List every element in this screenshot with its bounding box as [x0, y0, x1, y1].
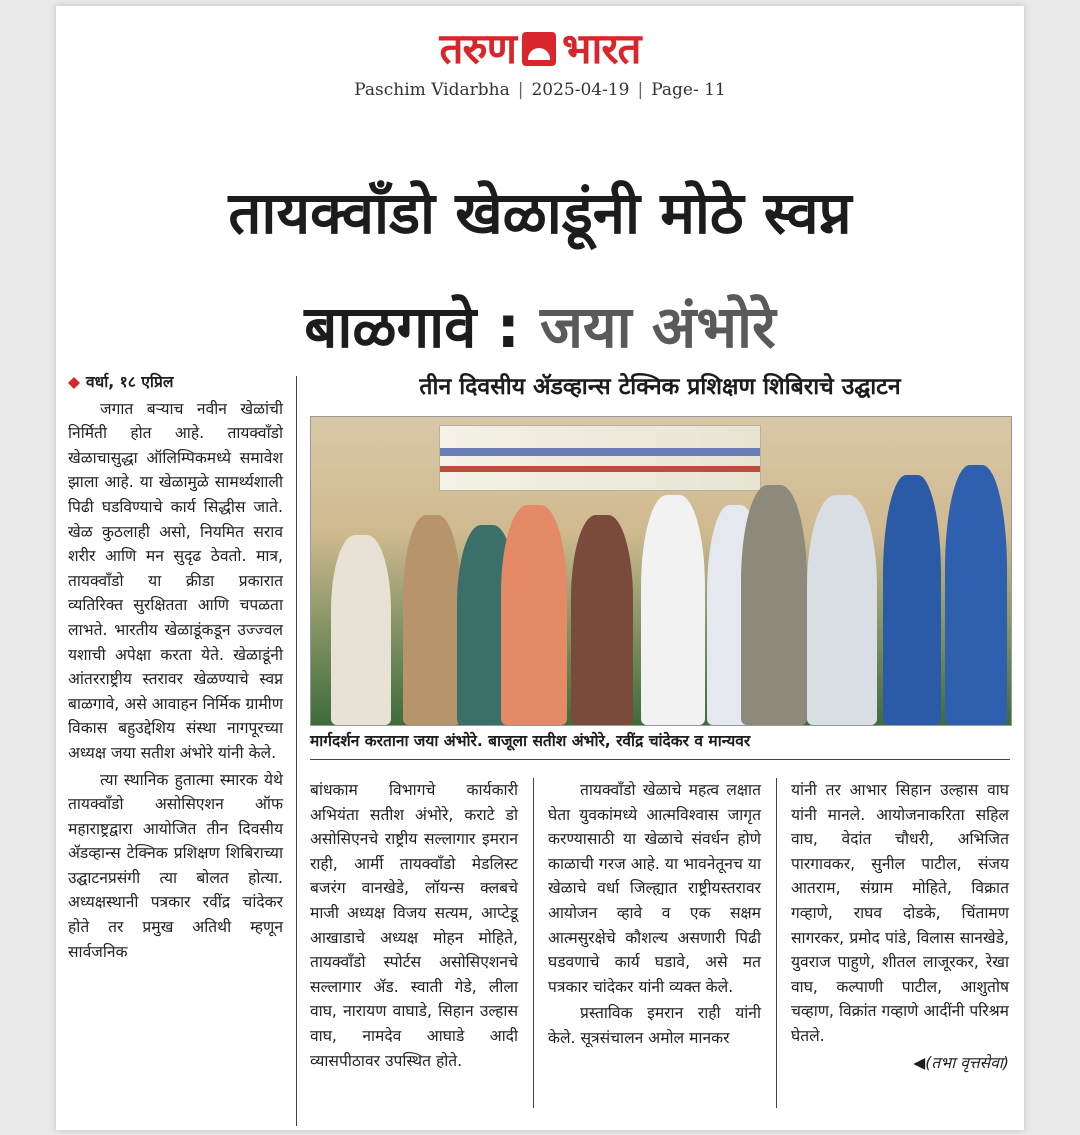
- photo-person: [945, 465, 1007, 725]
- column-divider: [776, 778, 777, 1108]
- photo-person: [571, 515, 633, 725]
- event-banner: [439, 425, 761, 491]
- newspaper-page: [56, 6, 1024, 1130]
- photo-person: [331, 535, 391, 725]
- diamond-bullet-icon: ◆: [68, 373, 80, 391]
- photo-person: [403, 515, 461, 725]
- column-1-paragraph-1: जगात बऱ्याच नवीन खेळांची निर्मिती होत आहे. तायक्वाँडो खेळाचासुद्धा ऑलिम्पिकमध्ये समावेश झाला आहे. या खेळामुळे सामर्थ्यशाली पिढी घडविण्याचे कार्य सिद्धीस जाते. खेळ कुठलाही असो, नियमित सराव शरीर आणि मन सुदृढ ठेवतो. मात्र, तायक्वाँडो या क्रीडा प्रकारात व्यतिरिक्त सुरक्षितता आणि चपळता लाभते. भारतीय खेळाडूंकडून उज्ज्वल यशाची अपेक्षा करता येते. खेळाडूंनी आंतरराष्ट्रीय स्तरावर खेळण्याचे स्वप्न बाळगावे, असे आवाहन निर्मिक ग्रामीण विकास बहुउद्देशिय संस्था नागपूरच्या अध्यक्ष जया सतीश अंभोरे यांनी केले.: [68, 399, 283, 762]
- lamp-emblem-icon: [522, 32, 556, 66]
- column-divider: [533, 778, 534, 1108]
- dateline: [68, 370, 283, 395]
- photo-person: [641, 495, 705, 725]
- column-3-paragraph-1: तायक्वाँडो खेळाचे महत्व लक्षात घेता युवकांमध्ये आत्मविश्वास जागृत करण्यासाठी या खेळाचे संवर्धन होणे काळाची गरज आहे. या भावनेतूनच या खेळाचे वर्धा जिल्ह्यात राष्ट्रीयस्तरावर आयोजन व्हावे व एक सक्षम आत्मसुरक्षेचे कौशल्य असणारी पिढी घडवणाचे कार्य घडावे, असे मत पत्रकार चांदेकर यांनी व्यक्त केले.: [548, 781, 761, 996]
- headline-part-a: बाळगावे :: [304, 293, 520, 361]
- masthead: [56, 26, 1024, 72]
- headline-line-1: तायक्वाँडो खेळाडूंनी मोठे स्वप्न: [228, 179, 852, 247]
- photo-person: [741, 485, 807, 725]
- article-column-1: [68, 370, 283, 964]
- article-column-4: [791, 778, 1009, 1075]
- headline-line-2: [96, 270, 984, 384]
- news-photo: [310, 416, 1012, 726]
- newspaper-logo: [440, 26, 641, 72]
- photo-person: [501, 505, 567, 725]
- headline-part-b: जया अंभोरे: [540, 293, 776, 361]
- edition-line: Paschim Vidarbha | 2025-04-19 | Page- 11: [354, 80, 726, 100]
- article-column-2: [310, 778, 518, 1073]
- page-number: Page- 11: [651, 80, 726, 100]
- photo-caption: मार्गदर्शन करताना जया अंभोरे. बाजूला सतीश अंभोरे, रवींद्र चांदेकर व मान्यवर: [310, 732, 751, 750]
- logo-text-left: तरुण: [439, 24, 516, 73]
- photo-person: [883, 475, 941, 725]
- column-4-paragraph-1: यांनी तर आभार सिहान उल्हास वाघ यांनी मानले. आयोजनाकरिता सहिल वाघ, वेदांत चौधरी, अभिजित पारगावकर, सुनील पाटील, संजय आतराम, संग्राम मोहिते, विक्रात गव्हाणे, राघव दोडके, चिंतामण सागरकर, प्रमोद पांडे, विलास सानखेडे, युवराज पाहुणे, शीतल लाजूरकर, रेखा वाघ, कल्पाणी पाटील, आशुतोष चव्हाण, विक्रांत गव्हाणे आदींनी परिश्रम घेतले.: [791, 781, 1009, 1045]
- column-2-paragraph-1: बांधकाम विभागचे कार्यकारी अभियंता सतीश अंभोरे, कराटे डो असोसिएनचे राष्ट्रीय सल्लागार इमरान राही, आर्मी तायक्वाँडो मेडलिस्ट बजरंग वानखेडे, लॉयन्स क्लबचे माजी अध्यक्ष विजय सत्यम, आप्टेडू आखाडाचे अध्यक्ष मोहन मोहिते, तायक्वाँडो स्पोर्टस असोसिएशनचे सल्लागार ॲड. स्वाती गेडे, लीला वाघ, नारायण वाघाडे, सिहान उल्हास वाघ, नामदेव आघाडे आदी व्यासपीठावर उपस्थित होते.: [310, 781, 518, 1070]
- caption-rule: [310, 759, 1010, 760]
- column-divider: [296, 376, 297, 1126]
- logo-text-right: भारत: [561, 24, 641, 73]
- column-3-paragraph-2: प्रस्ताविक इमरान राही यांनी केले. सूत्रसंचालन अमोल मानकर: [548, 1004, 761, 1047]
- dateline-text: वर्धा, १८ एप्रिल: [86, 373, 174, 391]
- signoff: ◀(तभा वृत्तसेवा): [913, 1053, 1009, 1072]
- edition-date: 2025-04-19: [531, 80, 630, 100]
- sub-headline: तीन दिवसीय ॲडव्हान्स टेक्निक प्रशिक्षण शिबिराचे उद्घाटन: [419, 374, 901, 400]
- headline: [96, 156, 984, 384]
- photo-person: [807, 495, 877, 725]
- edition-name: Paschim Vidarbha: [354, 80, 510, 100]
- column-1-paragraph-2: त्या स्थानिक हुतात्मा स्मारक येथे तायक्वाँडो असोसिएशन ऑफ महाराष्ट्रद्वारा आयोजित तीन दिवसीय ॲडव्हान्स टेक्निक प्रशिक्षण शिबिराच्या उद्घाटनप्रसंगी त्या बोलत होत्या. अध्यक्षस्थानी पत्रकार रवींद्र चांदेकर होते तर प्रमुख अतिथी म्हणून सार्वजनिक: [68, 770, 283, 961]
- article-column-3: [548, 778, 761, 1051]
